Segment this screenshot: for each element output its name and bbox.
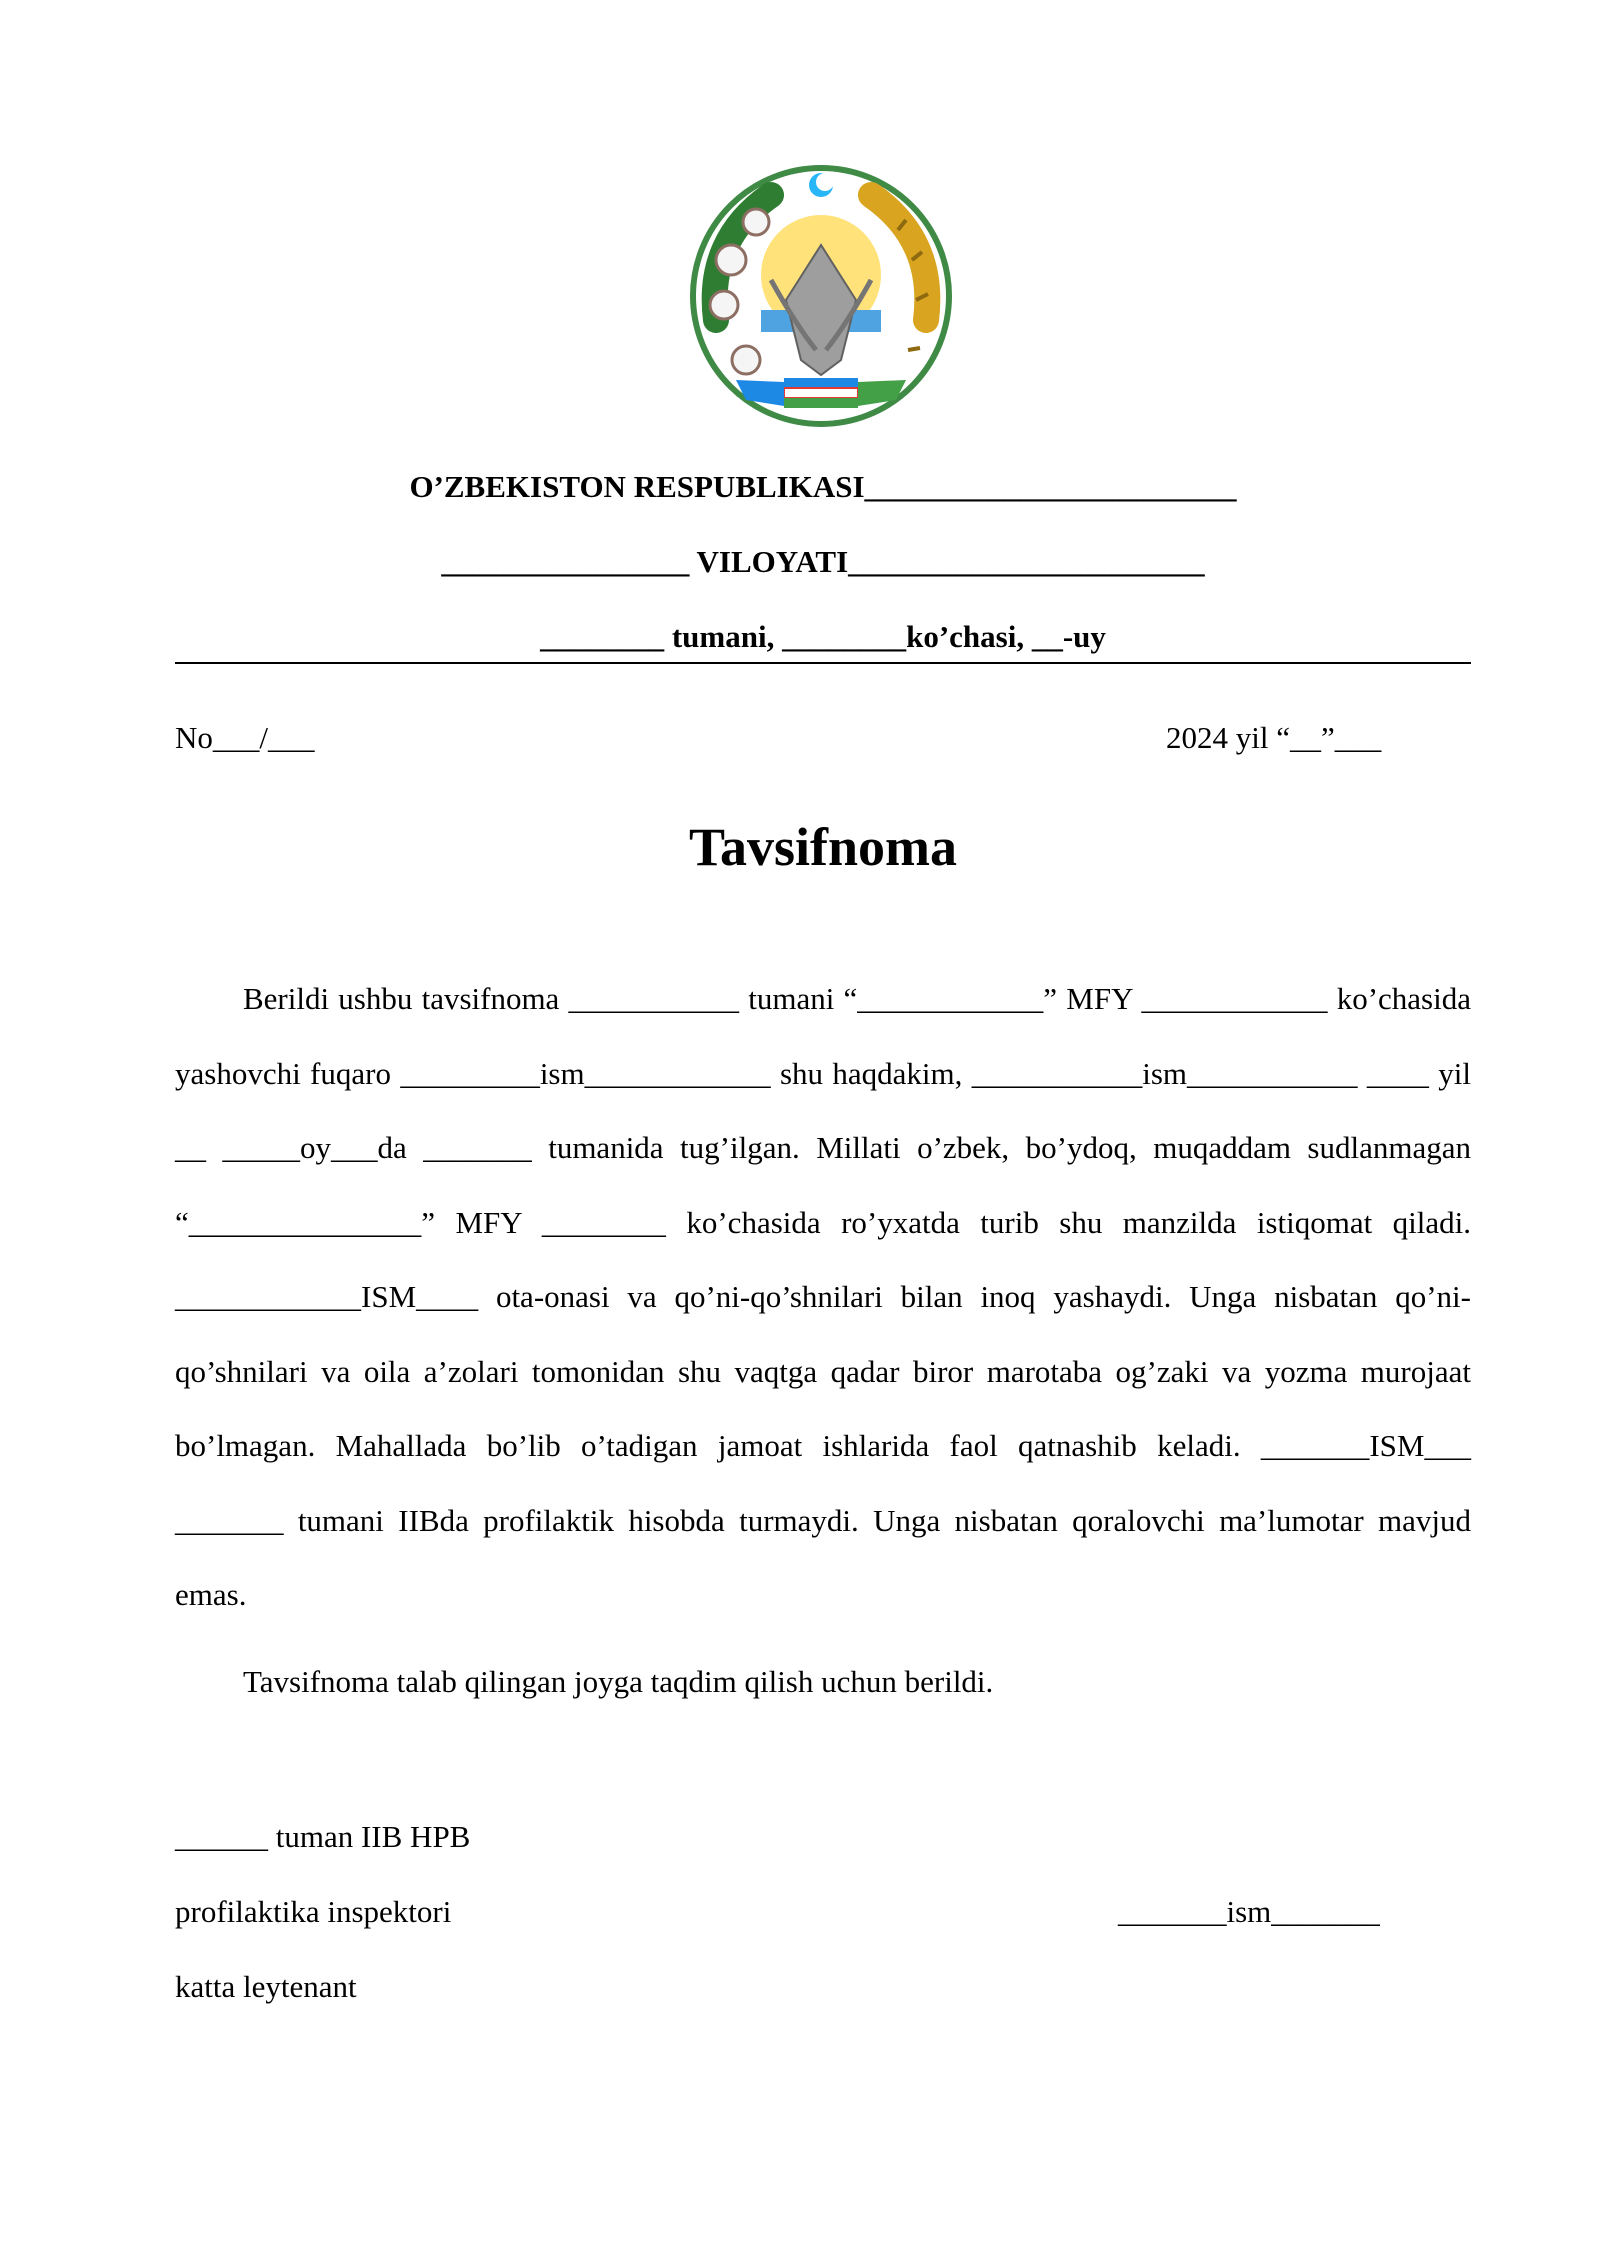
signature-position: profilaktika inspektori [175,1894,452,1929]
header-republic-line: O’ZBEKISTON RESPUBLIKASI________________________ [409,469,1237,504]
signature-unit: ______ tuman IIB HPB [175,1819,471,1854]
document-date: 2024 yil “__”___ [1166,720,1382,755]
state-emblem-icon [676,150,966,432]
signature-name: _______ism_______ [1118,1894,1380,1929]
document-number: No___/___ [175,720,315,755]
closing-paragraph: Tavsifnoma talab qilingan joyga taqdim qilish uchun berildi. [243,1664,994,1699]
header-divider [175,662,1471,664]
body-paragraph: Berildi ushbu tavsifnoma ___________ tumani “____________” MFY ____________ ko’chasida yashovchi fuqaro _________ism____________ shu haqdakim, ___________ism___________ ____ yil __ _____oy___da _______ tumanida tug’ilgan. Millati o’zbek, bo’ydoq, muqaddam sudlanmagan “_______________” MFY ________ ko’chasida ro’yxatda turib shu manzilda istiqomat qiladi. ____________ISM____ ota-onasi va qo’ni-qo’shnilari bilan inoq yashaydi. Unga nisbatan qo’ni-qo’shnilari va oila a’zolari tomonidan shu vaqtga qadar biror marotaba og’zaki va yozma murojaat bo’lmagan. Mahallada bo’lib o’tadigan jamoat ishlarida faol qatnashib keladi. _______ISM___ _______ tumani IIBda profilaktik hisobda turmaydi. Unga nisbatan qoralovchi ma’lumotar mavjud emas. [175,981,1471,1612]
header-region-line: ________________ VILOYATI_______________________ [441,544,1205,579]
header-address-line: ________ tumani, ________ko’chasi, __-uy [540,619,1106,654]
signature-rank: katta leytenant [175,1969,357,2004]
document-title: Tavsifnoma [688,817,958,877]
